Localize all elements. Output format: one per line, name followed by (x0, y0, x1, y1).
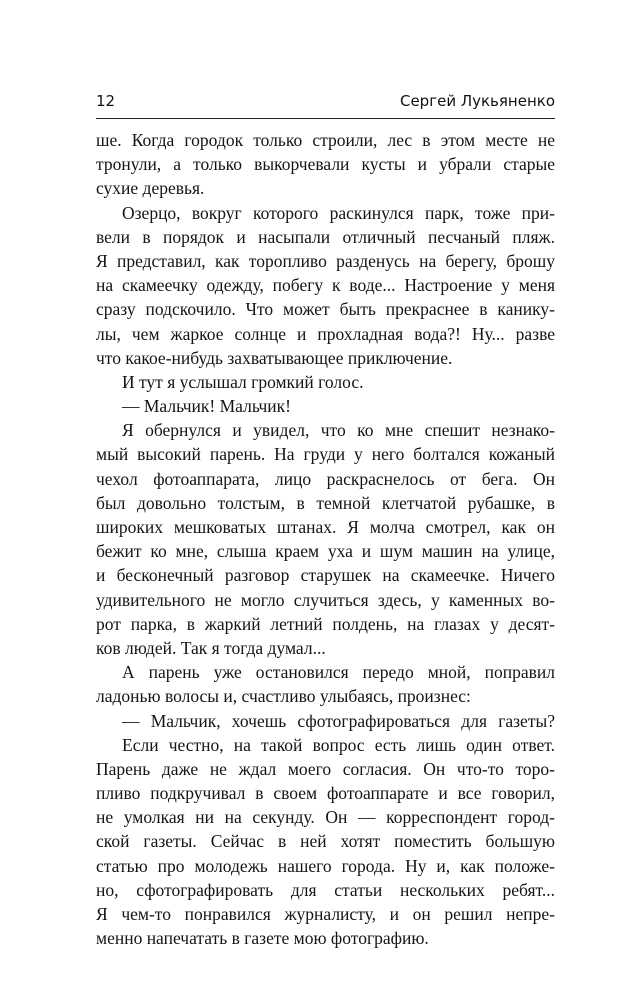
text-line: статью про молодежь нашего города. Ну и, как положе- (96, 855, 555, 876)
text-line: что какое-нибудь захватывающее приключение. (96, 347, 453, 368)
running-header (96, 92, 555, 114)
text-line: Я представил, как торопливо разденусь на берегу, брошу (96, 250, 555, 271)
text-line: широких мешковатых штанах. Я молча смотрел, как он (96, 517, 555, 537)
text-line: чехол фотоаппарата, лицо раскраснелось от бега. Он (96, 468, 555, 489)
text-line: А парень уже остановился передо мной, поправил (122, 662, 555, 683)
text-line: но, сфотографировать для статьи нескольких ребят... (96, 879, 555, 900)
text-line: ладонью волосы и, счастливо улыбаясь, произнес: (96, 686, 471, 707)
running-title: Сергей Лукьяненко (399, 92, 555, 110)
text-line: тронули, а только выкорчевали кусты и убрали старые (96, 154, 555, 175)
text-line: ков людей. Так я тогда думал... (96, 637, 326, 658)
text-line: рот парка, в жаркий летний полдень, на глазах у десят- (96, 613, 555, 634)
text-line: удивительного не могло случиться здесь, у каменных во- (96, 589, 555, 610)
text-line: Я обернулся и увидел, что ко мне спешит незнако- (122, 420, 555, 441)
text-line: — Мальчик, хочешь сфотографироваться для газеты? (122, 710, 555, 731)
text-line: вели в порядок и насыпали отличный песчаный пляж. (96, 226, 555, 247)
body-text (96, 128, 555, 950)
text-line: менно напечатать в газете мою фотографию. (96, 928, 429, 949)
text-line: на скамеечку одежду, побегу к воде... Настроение у меня (96, 275, 555, 296)
text-line: И тут я услышал громкий голос. (122, 371, 364, 392)
text-line: сразу подскочило. Что может быть прекраснее в канику- (96, 299, 555, 320)
text-line: — Мальчик! Мальчик! (122, 396, 291, 417)
text-line: Парень даже не ждал моего согласия. Он что-то торо- (96, 758, 555, 779)
text-line: сухие деревья. (96, 178, 205, 199)
text-line: был довольно толстым, в темной клетчатой рубашке, в (96, 492, 555, 513)
header-rule (96, 118, 555, 119)
text-line: и бесконечный разговор старушек на скамеечке. Ничего (96, 565, 555, 586)
text-line: не умолкая ни на секунду. Он — корреспондент город- (96, 807, 555, 828)
text-line: Я чем-то понравился журналисту, и он решил непре- (96, 904, 555, 924)
text-line: Если честно, на такой вопрос есть лишь один ответ. (122, 734, 555, 755)
text-line: пливо подкручивал в своем фотоаппарате и все говорил, (96, 783, 555, 804)
text-line: бежит ко мне, слыша краем уха и шум машин на улице, (96, 541, 555, 562)
text-line: Озерцо, вокруг которого раскинулся парк, тоже при- (122, 202, 555, 223)
text-line: ской газеты. Сейчас в ней хотят поместить большую (96, 831, 555, 852)
text-line: мый высокий парень. На груди у него болтался кожаный (96, 444, 555, 465)
text-line: ше. Когда городок только строили, лес в этом месте не (96, 130, 555, 150)
page-number: 12 (96, 92, 116, 110)
text-line: лы, чем жаркое солнце и прохладная вода?! Ну... разве (96, 323, 555, 344)
